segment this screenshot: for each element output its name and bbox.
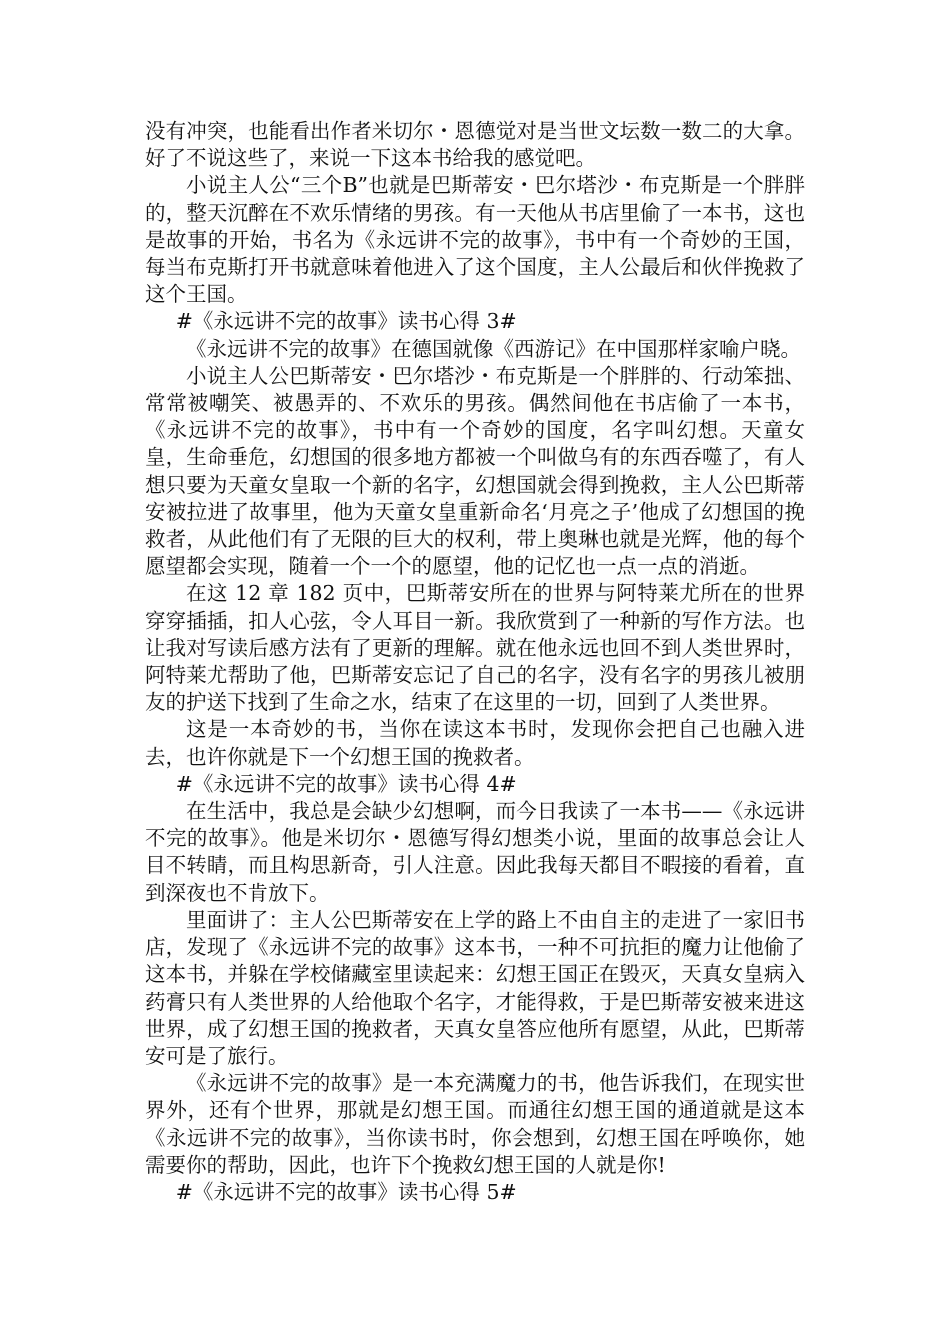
paragraph-7: 在生活中，我总是会缺少幻想啊，而今日我读了一本书——《永远讲不完的故事》。他是米切尔・恩德写得幻想类小说，里面的故事总会让人目不转睛，而且构思新奇，引人注意。因此我每天都目不暇接的看着，直到深夜也不肯放下。 <box>145 799 805 905</box>
section-heading-5: #《永远讲不完的故事》读书心得 5# <box>175 1179 517 1204</box>
paragraph-9: 《永远讲不完的故事》是一本充满魔力的书，他告诉我们，在现实世界外，还有个世界，那就是幻想王国。而通往幻想王国的通道就是这本《永远讲不完的故事》，当你读书时，你会想到，幻想王国在呼唤你，她需要你的帮助，因此，也许下个挽救幻想王国的人就是你! <box>145 1071 805 1177</box>
paragraph-4: 小说主人公巴斯蒂安・巴尔塔沙・布克斯是一个胖胖的、行动笨拙、常常被嘲笑、被愚弄的、不欢乐的男孩。偶然间他在书店偷了一本书，《永远讲不完的故事》，书中有一个奇妙的国度，名字叫幻想。天童女皇，生命垂危，幻想国的很多地方都被一个叫做乌有的东西吞噬了，有人想只要为天童女皇取一个新的名字，幻想国就会得到挽救，主人公巴斯蒂安被拉进了故事里，他为天童女皇重新命名‘月亮之子’他成了幻想国的挽救者，从此他们有了无限的巨大的权利，带上奥琳也就是光辉，他的每个愿望都会实现，随着一个一个的愿望，他的记忆也一点一点的消逝。 <box>145 363 805 579</box>
document-page <box>145 118 805 1206</box>
paragraph-5: 在这 12 章 182 页中，巴斯蒂安所在的世界与阿特莱尤所在的世界穿穿插插，扣人心弦，令人耳目一新。我欣赏到了一种新的写作方法。也让我对写读后感方法有了更新的理解。就在他永远也回不到人类世界时，阿特莱尤帮助了他，巴斯蒂安忘记了自己的名字，没有名字的男孩儿被朋友的护送下找到了生命之水，结束了在这里的一切，回到了人类世界。 <box>145 581 805 715</box>
paragraph-3: 《永远讲不完的故事》在德国就像《西游记》在中国那样家喻户晓。 <box>186 336 801 361</box>
section-heading-4: #《永远讲不完的故事》读书心得 4# <box>175 771 517 796</box>
paragraph-6: 这是一本奇妙的书，当你在读这本书时，发现你会把自己也融入进去，也许你就是下一个幻想王国的挽救者。 <box>145 717 805 769</box>
paragraph-1: 没有冲突，也能看出作者米切尔・恩德觉对是当世文坛数一数二的大拿。好了不说这些了，来说一下这本书给我的感觉吧。 <box>145 119 805 171</box>
section-heading-3: #《永远讲不完的故事》读书心得 3# <box>175 309 517 334</box>
paragraph-2: 小说主人公“三个B”也就是巴斯蒂安・巴尔塔沙・布克斯是一个胖胖的，整天沉醉在不欢乐情绪的男孩。有一天他从书店里偷了一本书，这也是故事的开始，书名为《永远讲不完的故事》，书中有一个奇妙的王国，每当布克斯打开书就意味着他进入了这个国度，主人公最后和伙伴挽救了这个王国。 <box>145 173 805 307</box>
paragraph-8: 里面讲了：主人公巴斯蒂安在上学的路上不由自主的走进了一家旧书店，发现了《永远讲不完的故事》这本书，一种不可抗拒的魔力让他偷了这本书，并躲在学校储藏室里读起来：幻想王国正在毁灭，天真女皇病入药膏只有人类世界的人给他取个名字，才能得救，于是巴斯蒂安被来进这世界，成了幻想王国的挽救者，天真女皇答应他所有愿望，从此，巴斯蒂安可是了旅行。 <box>145 907 805 1068</box>
